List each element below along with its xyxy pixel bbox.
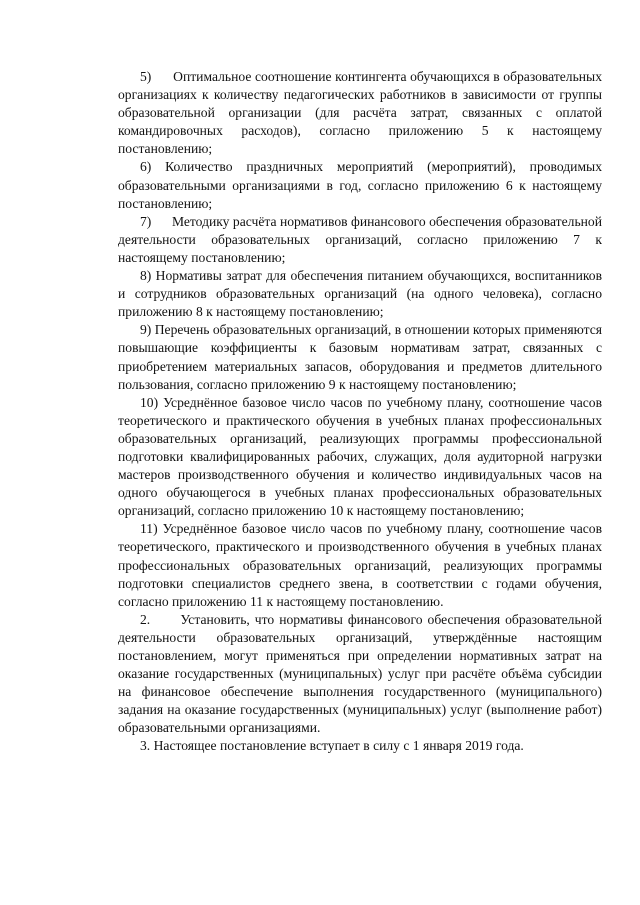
paragraph-item-10: 10) Усреднённое базовое число часов по учебному плану, соотношение часов теоретического и практического обучения в учебных планах профессиональных образовательных организаций, реализующих программы профессиональной подготовки квалифицированных рабочих, служащих, доля аудиторной нагрузки мастеров производственного обучения и количество индивидуальных часов на одного обучающегося в учебных планах профессиональных образовательных организаций, согласно приложению 10 к настоящему постановлению;	[118, 394, 602, 519]
paragraph-item-6: 6) Количество праздничных мероприятий (мероприятий), проводимых образовательными организациями в год, согласно приложению 6 к настоящему постановлению;	[118, 159, 602, 211]
paragraph-section-3: 3. Настоящее постановление вступает в силу с 1 января 2019 года.	[140, 738, 524, 754]
paragraph-item-5: 5) Оптимальное соотношение контингента обучающихся в образовательных организациях к количеству педагогических работников в зависимости от группы образовательной организации (для расчёта затрат, связанных с оплатой командировочных расходов), согласно приложению 5 к настоящему постановлению;	[118, 69, 602, 157]
paragraph-item-9: 9) Перечень образовательных организаций, в отношении которых применяются повышающие коэффициенты к базовым нормативам затрат, связанных с приобретением материальных запасов, оборудования и предметов длительного пользования, согласно приложению 9 к настоящему постановлению;	[118, 322, 602, 392]
paragraph-item-8: 8) Нормативы затрат для обеспечения питанием обучающихся, воспитанников и сотрудников образовательных организаций (на одного человека), согласно приложению 8 к настоящему постановлению;	[118, 268, 602, 320]
document-body	[118, 68, 602, 756]
paragraph-item-11: 11) Усреднённое базовое число часов по учебному плану, соотношение часов теоретического, практического и производственного обучения в учебных планах профессиональных образовательных организаций, реализующих программы подготовки специалистов среднего звена, в соответствии с годами обучения, согласно приложению 11 к настоящему постановлению.	[118, 521, 602, 609]
paragraph-item-7: 7) Методику расчёта нормативов финансового обеспечения образовательной деятельности образовательных организаций, согласно приложению 7 к настоящему постановлению;	[118, 213, 602, 265]
paragraph-section-2: 2. Установить, что нормативы финансового обеспечения образовательной деятельности образовательных организаций, утверждённые настоящим постановлением, могут применяться при определении нормативных затрат на оказание государственных (муниципальных) услуг при расчёте объёма субсидии на финансовое обеспечение выполнения государственного (муниципального) задания на оказание государственных (муниципальных) услуг (выполнение работ) образовательными организациями.	[118, 611, 602, 736]
